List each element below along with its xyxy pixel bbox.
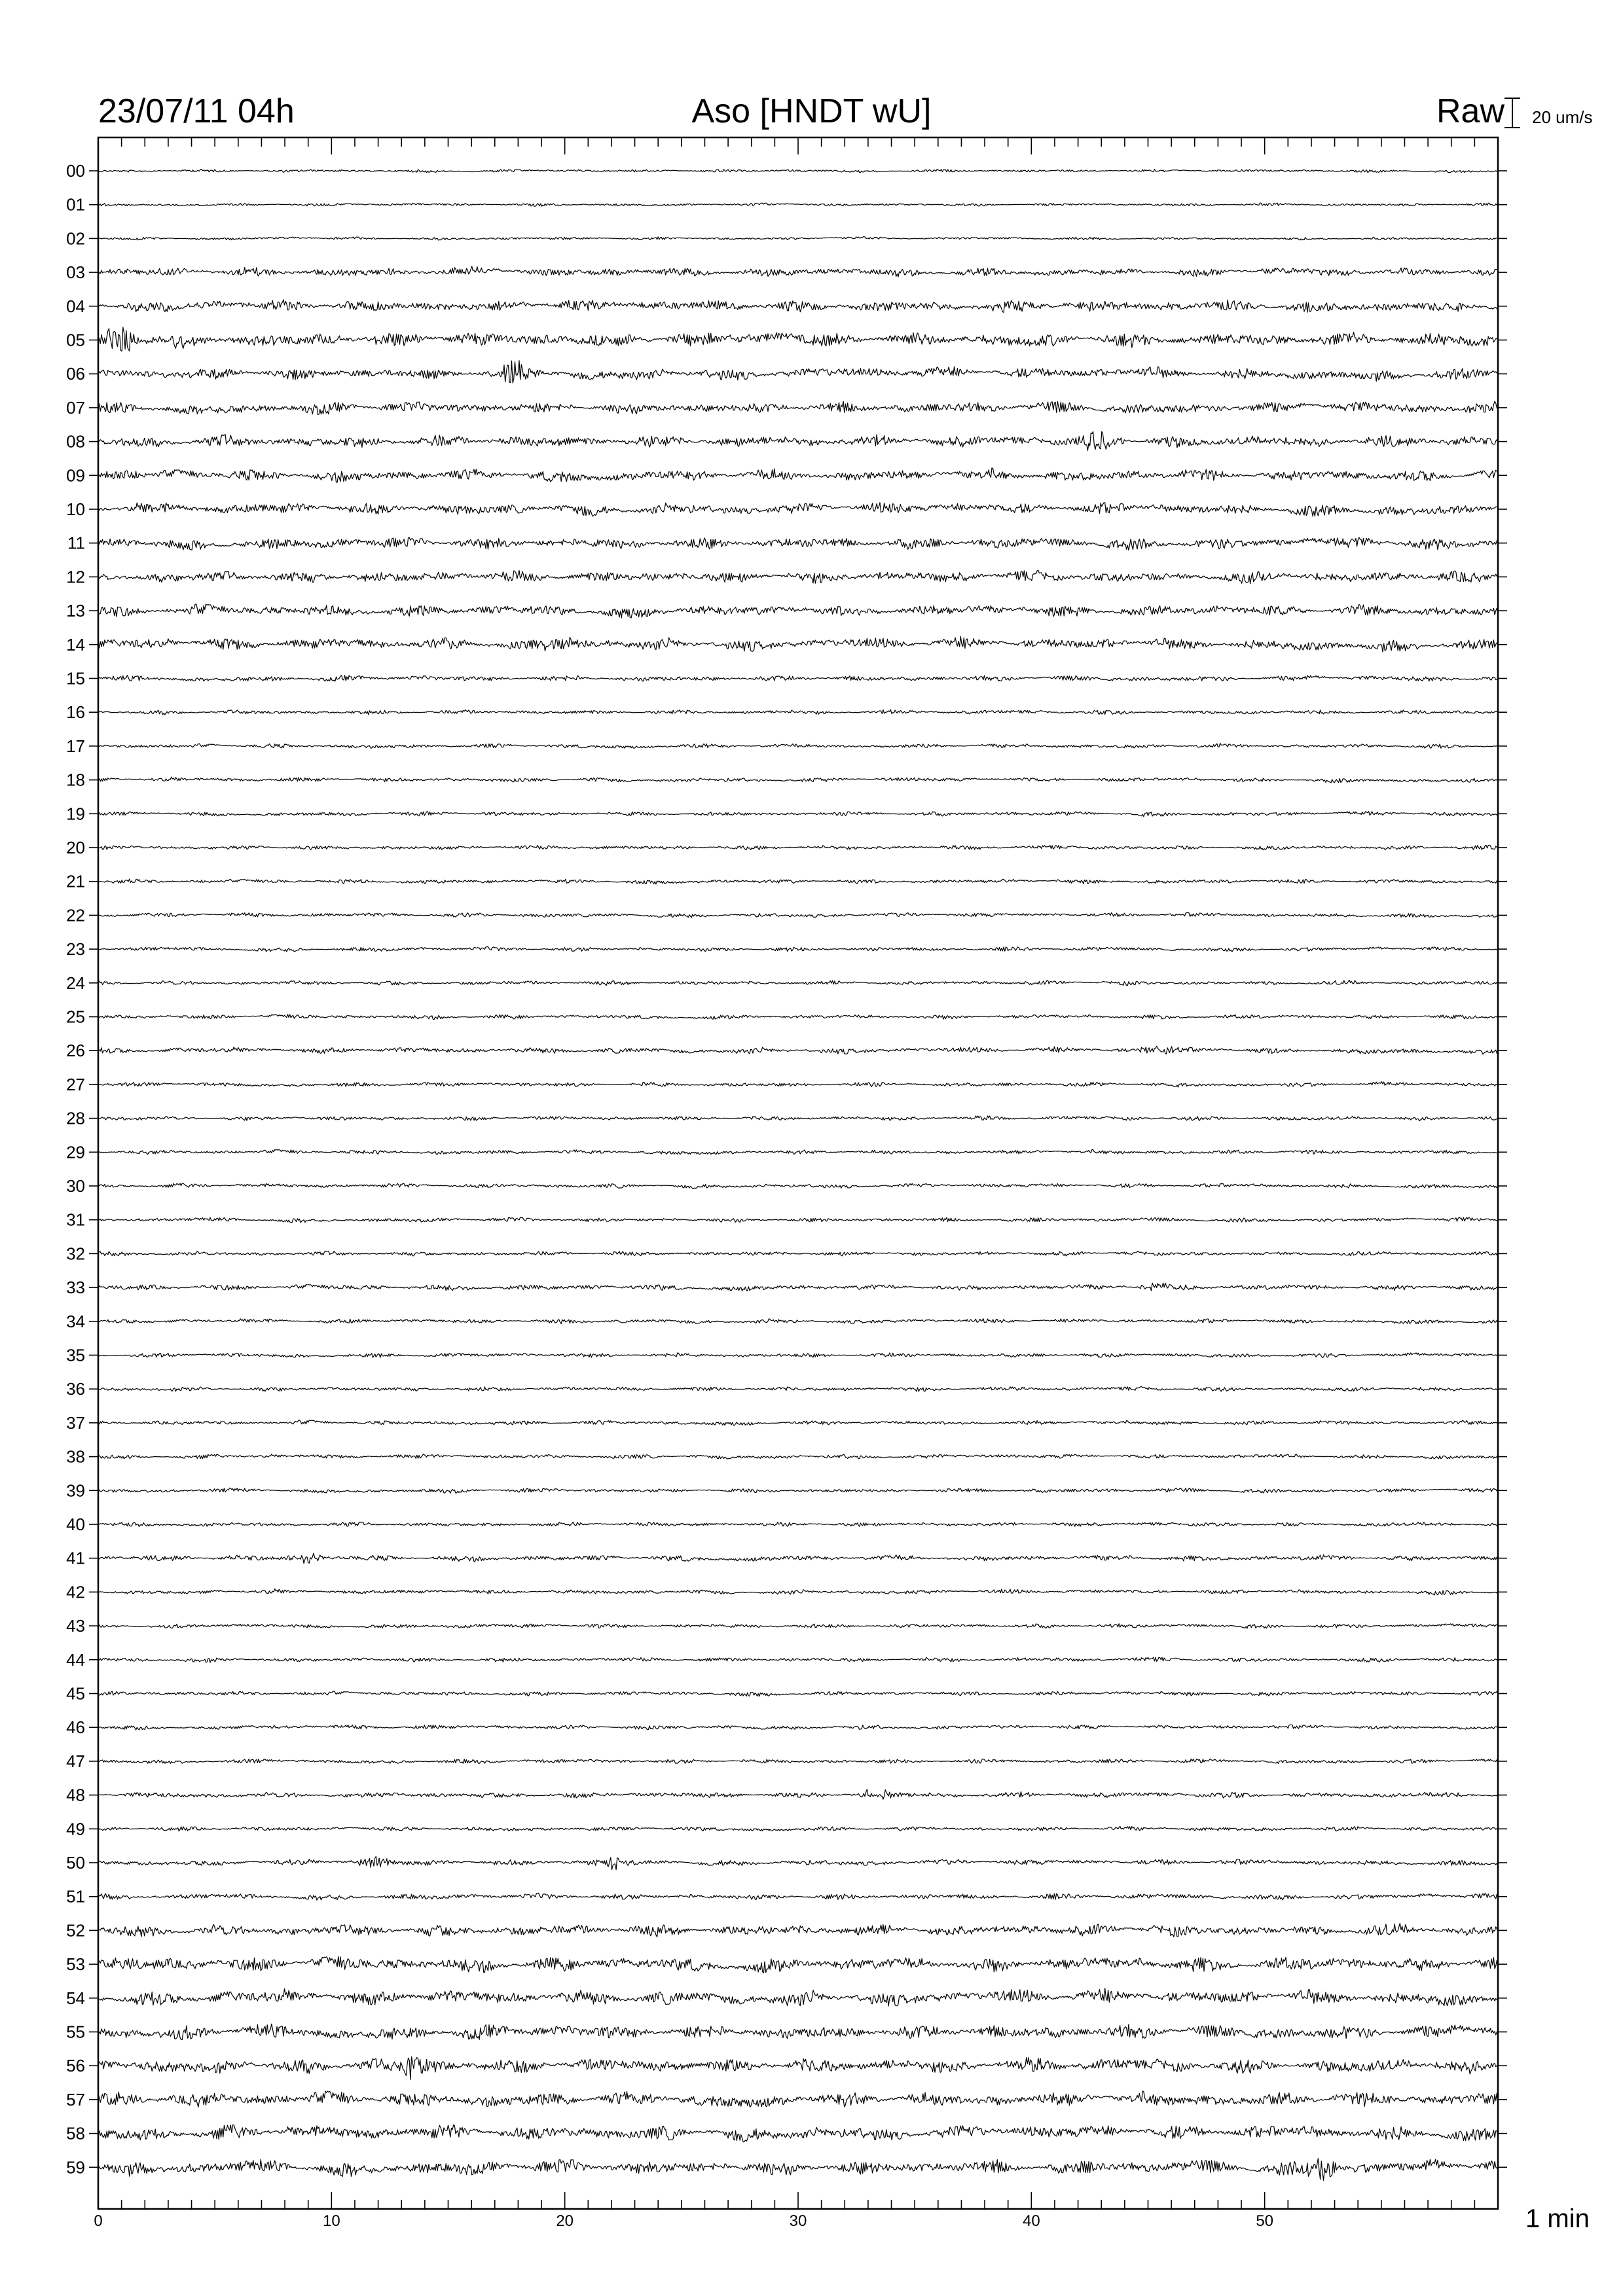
trace-row-32 xyxy=(98,1251,1498,1256)
trace-row-36 xyxy=(98,1387,1498,1391)
row-label: 44 xyxy=(66,1649,85,1670)
row-label: 50 xyxy=(66,1853,85,1873)
row-label: 02 xyxy=(66,228,85,249)
row-label: 08 xyxy=(66,431,85,452)
trace-row-47 xyxy=(98,1759,1498,1763)
trace-row-27 xyxy=(98,1082,1498,1087)
row-label: 00 xyxy=(66,161,85,181)
trace-row-46 xyxy=(98,1725,1498,1730)
trace-row-11 xyxy=(98,537,1498,550)
row-label: 15 xyxy=(66,668,85,689)
row-label: 24 xyxy=(66,973,85,993)
row-label: 11 xyxy=(67,533,85,553)
row-label: 14 xyxy=(66,634,85,655)
trace-row-15 xyxy=(98,675,1498,681)
row-label: 13 xyxy=(66,601,85,621)
trace-row-38 xyxy=(98,1454,1498,1459)
row-label: 43 xyxy=(66,1616,85,1636)
trace-row-28 xyxy=(98,1116,1498,1121)
trace-row-45 xyxy=(98,1691,1498,1696)
trace-row-14 xyxy=(98,636,1498,652)
row-label: 51 xyxy=(66,1886,85,1907)
date-hour-label: 23/07/11 04h xyxy=(98,92,295,130)
trace-row-01 xyxy=(98,203,1498,206)
trace-row-19 xyxy=(98,812,1498,817)
row-label: 41 xyxy=(66,1548,85,1568)
trace-row-16 xyxy=(98,709,1498,715)
x-tick-label: 20 xyxy=(556,2212,574,2230)
row-label: 38 xyxy=(66,1446,85,1467)
station-title: Aso [HNDT wU] xyxy=(691,92,932,130)
trace-row-23 xyxy=(98,946,1498,952)
trace-row-24 xyxy=(98,980,1498,986)
row-label: 12 xyxy=(66,567,85,587)
row-label: 26 xyxy=(66,1041,85,1061)
x-tick-label: 50 xyxy=(1256,2212,1274,2230)
trace-row-00 xyxy=(98,170,1498,173)
trace-row-05 xyxy=(98,327,1498,351)
trace-row-44 xyxy=(98,1657,1498,1662)
trace-row-59 xyxy=(98,2159,1498,2181)
row-label: 37 xyxy=(66,1412,85,1433)
row-label: 20 xyxy=(66,838,85,857)
mode-label: Raw xyxy=(1436,92,1504,130)
trace-row-51 xyxy=(98,1893,1498,1901)
row-label: 01 xyxy=(66,194,85,215)
row-label: 21 xyxy=(66,871,85,891)
row-label: 04 xyxy=(66,296,85,316)
trace-row-50 xyxy=(98,1856,1498,1869)
trace-row-56 xyxy=(98,2057,1498,2080)
trace-row-13 xyxy=(98,604,1498,618)
row-label: 55 xyxy=(66,2022,85,2042)
trace-row-06 xyxy=(98,361,1498,383)
row-label: 33 xyxy=(66,1278,85,1298)
row-label: 46 xyxy=(66,1717,85,1738)
row-label: 07 xyxy=(66,397,85,418)
trace-row-26 xyxy=(98,1046,1498,1054)
trace-row-10 xyxy=(98,503,1498,516)
row-label: 56 xyxy=(66,2056,85,2076)
trace-row-42 xyxy=(98,1588,1498,1595)
row-label: 35 xyxy=(66,1345,85,1365)
trace-row-25 xyxy=(98,1014,1498,1020)
row-label: 22 xyxy=(66,905,85,925)
x-tick-label: 30 xyxy=(789,2212,807,2230)
row-label: 36 xyxy=(66,1379,85,1399)
row-label: 42 xyxy=(66,1582,85,1602)
row-label: 03 xyxy=(66,262,85,283)
trace-row-53 xyxy=(98,1956,1498,1973)
trace-row-04 xyxy=(98,300,1498,312)
trace-row-58 xyxy=(98,2125,1498,2142)
row-label: 19 xyxy=(66,804,85,824)
row-label: 23 xyxy=(66,939,85,960)
row-label: 40 xyxy=(66,1515,85,1534)
row-label: 29 xyxy=(66,1142,85,1162)
row-label: 30 xyxy=(66,1176,85,1196)
trace-row-08 xyxy=(98,431,1498,450)
trace-row-18 xyxy=(98,777,1498,783)
row-label: 09 xyxy=(66,465,85,486)
row-label: 49 xyxy=(66,1819,85,1839)
trace-row-40 xyxy=(98,1522,1498,1527)
row-label: 53 xyxy=(66,1954,85,1975)
trace-row-43 xyxy=(98,1624,1498,1628)
amplitude-scale-label: 20 um/s xyxy=(1532,107,1593,127)
x-axis-label: 1 min xyxy=(1525,2204,1590,2233)
row-label: 57 xyxy=(66,2089,85,2109)
trace-row-37 xyxy=(98,1420,1498,1426)
x-tick-label: 0 xyxy=(94,2212,103,2230)
row-label: 17 xyxy=(66,736,85,756)
row-label: 52 xyxy=(66,1920,85,1941)
trace-row-52 xyxy=(98,1924,1498,1937)
row-label: 47 xyxy=(66,1751,85,1771)
row-label: 39 xyxy=(66,1480,85,1501)
row-label: 54 xyxy=(66,1988,85,2008)
row-label: 27 xyxy=(66,1074,85,1094)
row-label: 18 xyxy=(66,770,85,790)
row-label: 32 xyxy=(66,1244,85,1264)
trace-row-09 xyxy=(98,468,1498,482)
trace-row-41 xyxy=(98,1553,1498,1564)
x-tick-label: 10 xyxy=(322,2212,340,2230)
trace-row-02 xyxy=(98,237,1498,241)
trace-row-12 xyxy=(98,570,1498,584)
row-label: 48 xyxy=(66,1785,85,1805)
row-label: 31 xyxy=(66,1210,85,1230)
trace-row-22 xyxy=(98,913,1498,918)
row-label: 34 xyxy=(66,1311,85,1331)
trace-row-21 xyxy=(98,879,1498,884)
trace-row-54 xyxy=(98,1988,1498,2006)
trace-row-48 xyxy=(98,1789,1498,1799)
x-tick-label: 40 xyxy=(1022,2212,1040,2230)
row-label: 45 xyxy=(66,1683,85,1704)
trace-row-29 xyxy=(98,1149,1498,1154)
row-label: 05 xyxy=(66,330,85,350)
trace-row-35 xyxy=(98,1353,1498,1357)
trace-row-03 xyxy=(98,266,1498,277)
trace-row-07 xyxy=(98,401,1498,415)
trace-row-17 xyxy=(98,744,1498,749)
trace-row-55 xyxy=(98,2024,1498,2039)
row-label: 10 xyxy=(66,499,85,519)
trace-row-49 xyxy=(98,1826,1498,1831)
trace-row-30 xyxy=(98,1183,1498,1189)
trace-row-39 xyxy=(98,1488,1498,1494)
row-label: 16 xyxy=(66,702,85,723)
row-label: 25 xyxy=(66,1007,85,1027)
row-label: 06 xyxy=(66,364,85,384)
trace-row-31 xyxy=(98,1217,1498,1223)
trace-row-34 xyxy=(98,1319,1498,1324)
row-label: 59 xyxy=(66,2157,85,2178)
row-label: 58 xyxy=(66,2123,85,2144)
trace-row-33 xyxy=(98,1283,1498,1291)
trace-row-20 xyxy=(98,845,1498,850)
row-label: 28 xyxy=(66,1108,85,1128)
trace-row-57 xyxy=(98,2091,1498,2108)
